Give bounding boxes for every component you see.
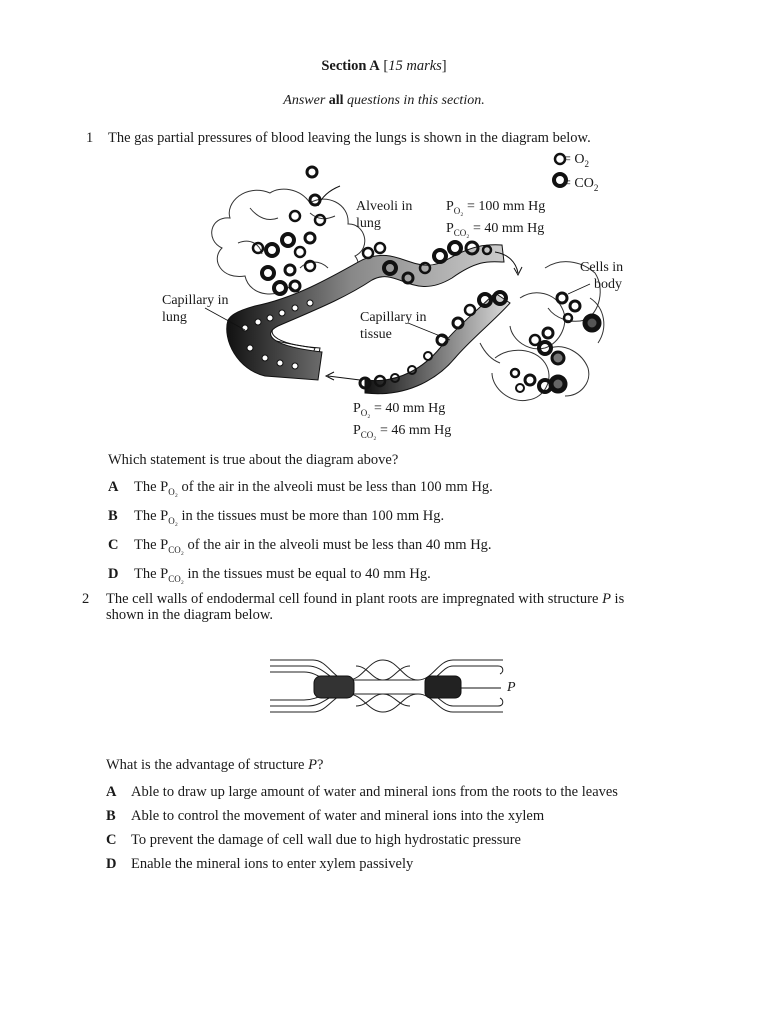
section-marks: [15 marks]	[383, 58, 447, 74]
q1-option-d[interactable]	[108, 562, 493, 591]
capillary-tissue-line1: Capillary in	[360, 310, 427, 325]
q2-option-c[interactable]	[106, 828, 618, 852]
capillary-lung-line1: Capillary in	[162, 293, 229, 308]
capillary-tissue-line2: tissue	[360, 327, 392, 342]
capillary-tissue-label	[360, 309, 427, 343]
q1-option-a-sub: O₂	[168, 486, 178, 497]
q2-option-a-letter: A	[106, 784, 117, 800]
q2-option-c-text: To prevent the damage of cell wall due to high hydrostatic pressure	[131, 832, 521, 848]
cells-label-line2: body	[594, 277, 622, 292]
legend-labels	[563, 150, 598, 198]
legend-o2-label: = $O_2$	[563, 152, 590, 169]
question-1-prompt: Which statement is true about the diagram above?	[108, 452, 399, 468]
question-1-number: 1	[86, 130, 94, 146]
q1-option-a[interactable]	[108, 475, 493, 504]
tissue-po2: $P_{O_2} = 40$ mm Hg	[353, 401, 446, 418]
q1-option-d-letter: D	[108, 565, 119, 582]
q2-option-b[interactable]	[106, 804, 618, 828]
lung-pco2: $P_{CO_2} = 40$ mm Hg	[446, 220, 545, 238]
instruction-bold: all	[328, 93, 344, 108]
q1-option-d-sub: CO₂	[168, 573, 184, 584]
instruction-pre: Answer	[283, 93, 326, 108]
capillary-lung-label	[162, 292, 229, 326]
q2-option-c-letter: C	[106, 832, 117, 848]
tissue-pressures	[353, 400, 451, 444]
q1-option-a-post: of the air in the alveoli must be less than 100 mm Hg.	[177, 479, 493, 495]
lung-po2: $P_{O_2} = 100$ mm Hg	[446, 199, 546, 216]
q1-option-a-pre: The P	[134, 479, 169, 495]
q1-option-b-sub: O₂	[168, 515, 178, 526]
lung-pressures	[446, 198, 545, 242]
section-title	[0, 58, 768, 75]
q1-option-c-post: of the air in the alveoli must be less than 40 mm Hg.	[183, 536, 492, 553]
tissue-pco2: $P_{CO_2} = 46$ mm Hg	[353, 422, 452, 440]
endodermis-diagram	[268, 650, 518, 725]
q1-option-a-letter: A	[108, 479, 119, 495]
q1-option-d-post: in the tissues must be equal to 40 mm Hg.	[183, 565, 431, 582]
q1-option-b-post: in the tissues must be more than 100 mm Hg.	[177, 507, 445, 524]
casparian-strip-left	[314, 676, 354, 698]
q2-option-b-text: Able to control the movement of water and mineral ions into the xylem	[131, 808, 545, 824]
q1-option-c-pre: The P	[134, 536, 169, 553]
q1-option-b-letter: B	[108, 507, 118, 524]
q1-option-d-pre: The P	[134, 565, 169, 582]
alveoli-label-line2: lung	[356, 216, 381, 231]
section-instruction	[0, 93, 768, 109]
question-2-line2: shown in the diagram below.	[106, 607, 273, 623]
capillary-lung-line2: lung	[162, 310, 187, 325]
q2-option-a-text: Able to draw up large amount of water and mineral ions from the roots to the leaves	[131, 784, 618, 800]
q2-option-d[interactable]	[106, 852, 618, 876]
section-title-text: Section A	[321, 58, 380, 74]
question-2-number: 2	[82, 591, 90, 607]
alveoli-label-line1: Alveoli in	[356, 199, 413, 214]
cells-label	[580, 259, 623, 293]
casparian-strip-right	[425, 676, 461, 698]
legend-co2-label: = $CO_2$	[563, 175, 599, 193]
alveoli-gas-bubbles	[253, 167, 325, 294]
q2-option-a[interactable]	[106, 780, 618, 804]
question-1-options	[108, 475, 493, 591]
q2-option-d-letter: D	[106, 856, 117, 872]
q2-option-b-letter: B	[106, 808, 116, 824]
q1-option-c-letter: C	[108, 536, 119, 553]
question-2-prompt: What is the advantage of structure P?	[106, 757, 324, 773]
question-2-line1: The cell walls of endodermal cell found in plant roots are impregnated with structure P is	[106, 591, 625, 607]
q1-option-b-pre: The P	[134, 507, 169, 524]
question-2-options	[106, 780, 618, 876]
cells-label-line1: Cells in	[580, 260, 624, 275]
q1-option-b[interactable]	[108, 504, 493, 533]
q2-option-d-text: Enable the mineral ions to enter xylem passively	[131, 856, 414, 872]
question-1-text: The gas partial pressures of blood leaving the lungs is shown in the diagram below.	[108, 130, 591, 146]
question-2-text	[106, 591, 624, 623]
instruction-post: questions in this section.	[347, 93, 485, 108]
q1-option-c-sub: CO₂	[168, 544, 184, 555]
structure-p-label: P	[507, 680, 516, 695]
q1-option-c[interactable]	[108, 533, 493, 562]
alveoli-label	[356, 198, 412, 232]
